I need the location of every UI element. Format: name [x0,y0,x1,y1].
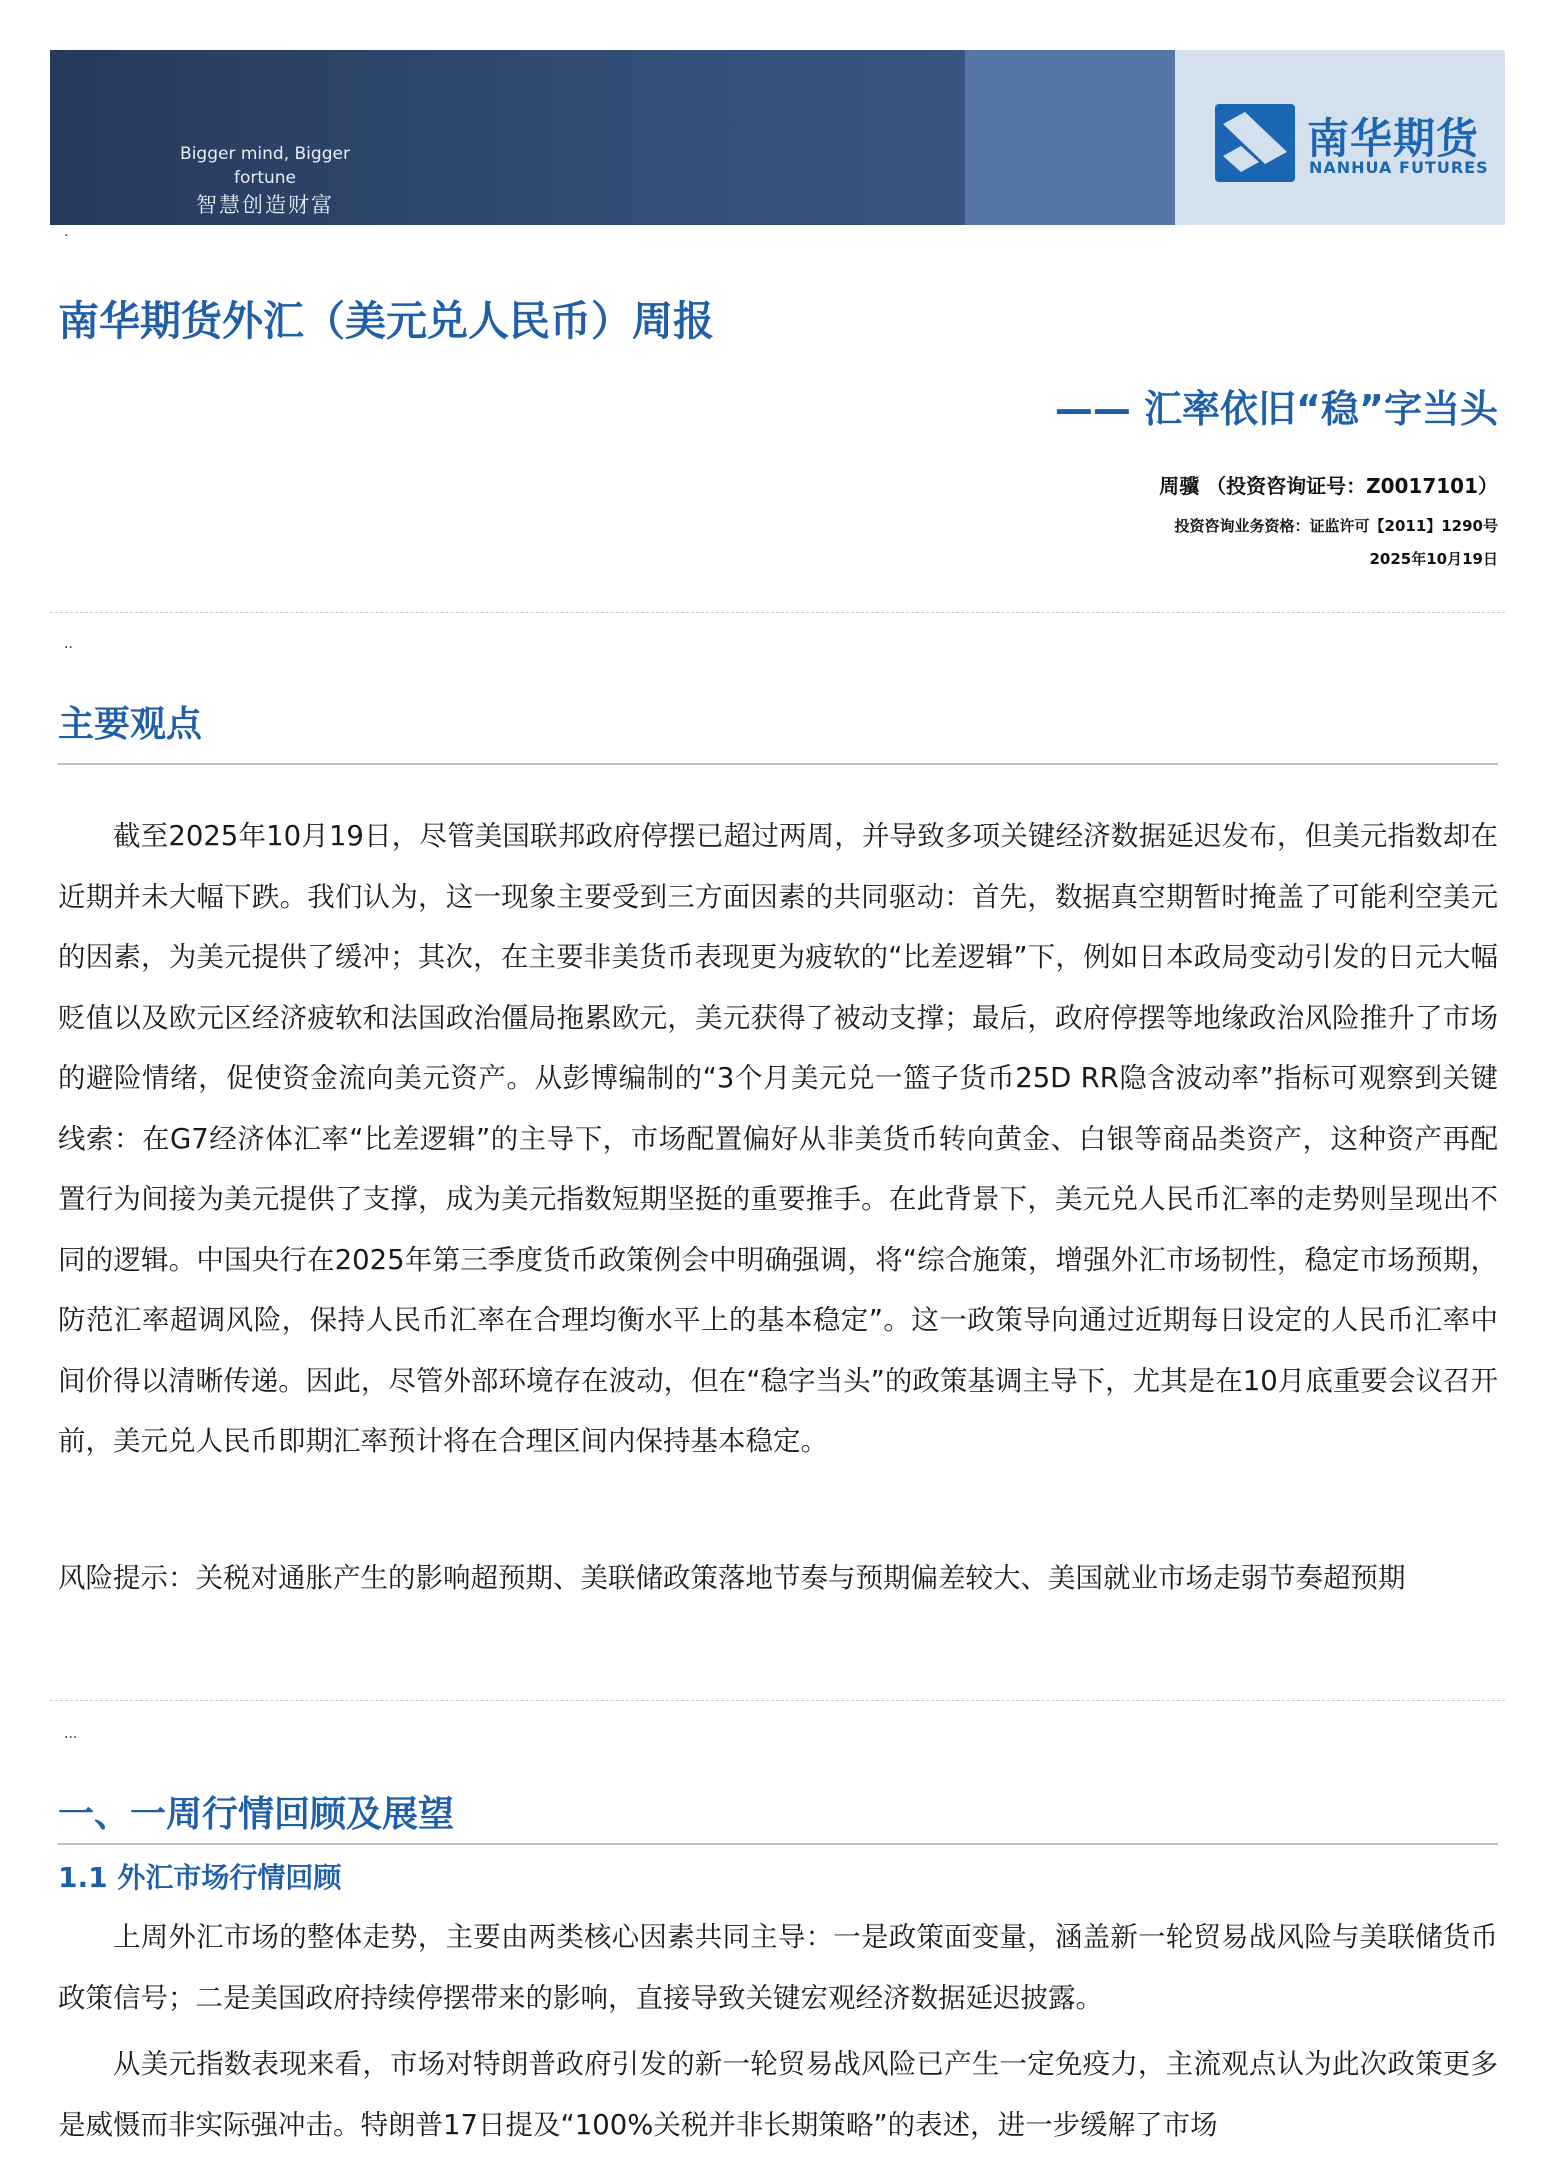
report-subtitle: —— 汇率依旧“稳”字当头 [1054,387,1498,431]
risk-warning: 风险提示：关税对通胀产生的影响超预期、美联储政策落地节奏与预期偏差较大、美国就业市场走弱节奏超预期 [58,1562,1406,1594]
header-banner [50,50,1505,225]
report-qualification: 投资咨询业务资格：证监许可【2011】1290号 [1174,517,1498,535]
logo-en-text: NANHUA FUTURES [1309,158,1489,177]
heading-rule [58,1843,1498,1845]
marker-dot: · [64,228,69,244]
company-logo [1215,104,1505,184]
key-views-heading: 主要观点 [58,704,203,745]
heading-rule [58,763,1498,765]
report-title: 南华期货外汇（美元兑人民币）周报 [58,297,714,345]
banner-slogan [150,143,380,220]
section-heading: 一、一周行情回顾及展望 [58,1794,455,1835]
banner-band [965,50,1175,225]
section-paragraph: 从美元指数表现来看，市场对特朗普政府引发的新一轮贸易战风险已产生一定免疫力，主流观点认为此次政策更多是威慑而非实际强冲击。特朗普17日提及“100%关税并非长期策略”的表述，进一步缓解了市场 [58,2048,1498,2141]
divider [50,612,1505,613]
slogan-cn: 智慧创造财富 [196,192,334,217]
divider [50,1700,1505,1701]
marker-dot: ·· [64,640,73,656]
marker-dot: ··· [64,1730,78,1746]
section-paragraph: 上周外汇市场的整体走势，主要由两类核心因素共同主导：一是政策面变量，涵盖新一轮贸易战风险与美联储货币政策信号；二是美国政府持续停摆带来的影响，直接导致关键宏观经济数据延迟披露。 [58,1921,1498,2014]
sub-section-heading: 1.1 外汇市场行情回顾 [58,1861,342,1894]
key-views-body: 截至2025年10月19日，尽管美国联邦政府停摆已超过两周，并导致多项关键经济数据延迟发布，但美元指数却在近期并未大幅下跌。我们认为，这一现象主要受到三方面因素的共同驱动：首先，数据真空期暂时掩盖了可能利空美元的因素，为美元提供了缓冲；其次，在主要非美货币表现更为疲软的“比差逻辑”下，例如日本政局变动引发的日元大幅贬值以及欧元区经济疲软和法国政治僵局拖累欧元，美元获得了被动支撑；最后，政府停摆等地缘政治风险推升了市场的避险情绪，促使资金流向美元资产。从彭博编制的“3个月美元兑一篮子货币25D RR隐含波动率”指标可观察到关键线索：在G7经济体汇率“比差逻辑”的主导下，市场配置偏好从非美货币转向黄金、白银等商品类资产，这种资产再配置行为间接为美元提供了支撑，成为美元指数短期坚挺的重要推手。在此背景下，美元兑人民币汇率的走势则呈现出不同的逻辑。中国央行在2025年第三季度货币政策例会中明确强调，将“综合施策，增强外汇市场韧性，稳定市场预期，防范汇率超调风险，保持人民币汇率在合理均衡水平上的基本稳定”。这一政策导向通过近期每日设定的人民币汇率中间价得以清晰传递。因此，尽管外部环境存在波动，但在“稳字当头”的政策基调主导下，尤其是在10月底重要会议召开前，美元兑人民币即期汇率预计将在合理区间内保持基本稳定。 [58,820,1498,1457]
logo-cn-text: 南华期货 [1307,114,1480,163]
slogan-en: Bigger mind, Bigger fortune [180,144,350,188]
report-author: 周骥 （投资咨询证号：Z0017101） [1159,474,1498,498]
nanhua-logo-icon [1215,104,1295,182]
report-date: 2025年10月19日 [1369,550,1498,568]
